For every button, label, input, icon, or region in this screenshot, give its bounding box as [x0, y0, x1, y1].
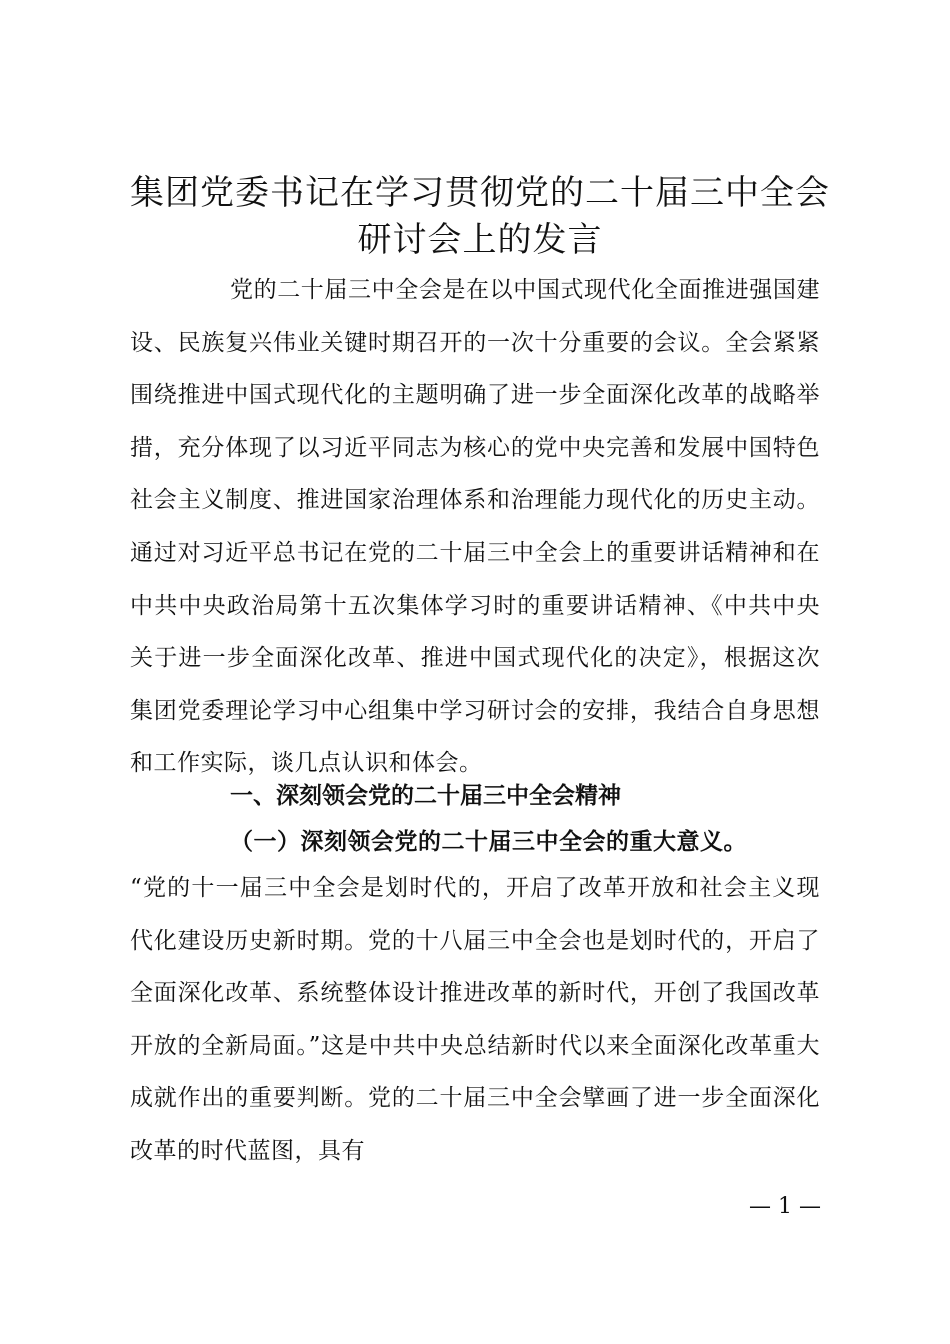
section-heading-1: 一、深刻领会党的二十届三中全会精神 — [230, 783, 621, 809]
subsection-heading-1: （一）深刻领会党的二十届三中全会的重大意义。 — [230, 828, 747, 855]
document-title-line-2: 研讨会上的发言 — [357, 220, 603, 260]
document-title-line-1: 集团党委书记在学习贯彻党的二十届三中全会 — [130, 173, 830, 213]
intro-paragraph: 党的二十届三中全会是在以中国式现代化全面推进强国建设、民族复兴伟业关键时期召开的一次十分重要的会议。全会紧紧围绕推进中国式现代化的主题明确了进一步全面深化改革的战略举措，充分体现了以习近平同志为核心的党中央完善和发展中国特色社会主义制度、推进国家治理体系和治理能力现代化的历史主动。通过对习近平总书记在党的二十届三中全会上的重要讲话精神和在中共中央政治局第十五次集体学习时的重要讲话精神、《中共中央关于进一步全面深化改革、推进中国式现代化的决定》，根据这次集团党委理论学习中心组集中学习研讨会的安排，我结合自身思想和工作实际，谈几点认识和体会。 — [130, 277, 820, 777]
page-number: — 1 — — [749, 1194, 821, 1219]
body-paragraph-2: “党的十一届三中全会是划时代的，开启了改革开放和社会主义现代化建设历史新时期。党的十八届三中全会也是划时代的，开启了全面深化改革、系统整体设计推进改革的新时代，开创了我国改革开放的全新局面。”这是中共中央总结新时代以来全面深化改革重大成就作出的重要判断。党的二十届三中全会擘画了进一步全面深化改革的时代蓝图，具有 — [130, 875, 820, 1164]
